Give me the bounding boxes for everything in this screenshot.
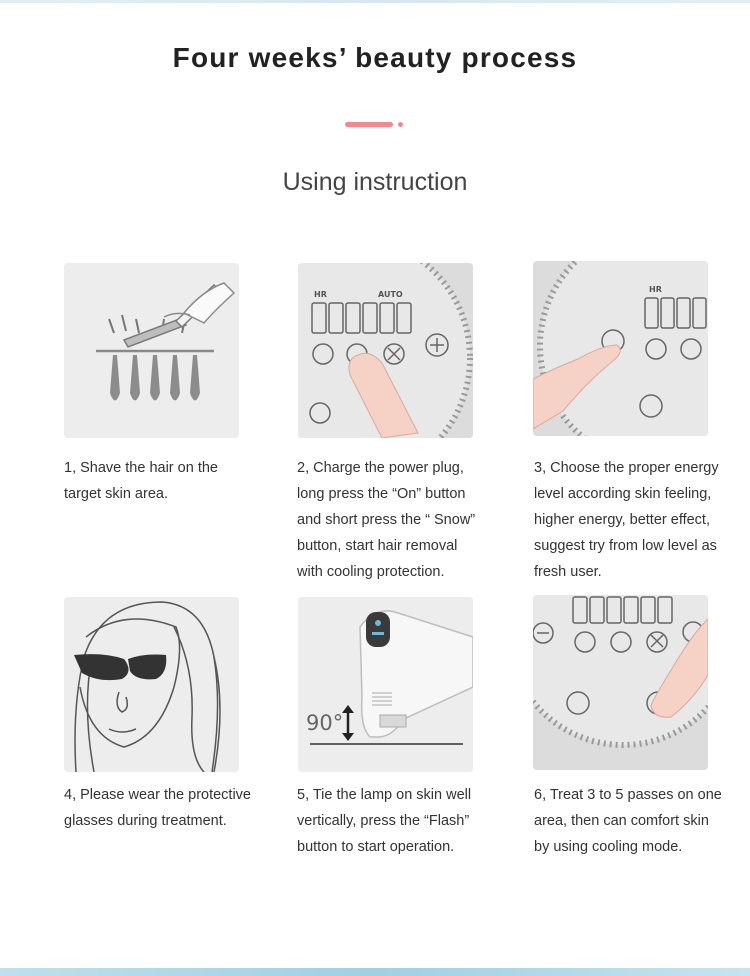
step-5-caption: 5, Tie the lamp on skin well vertically, press the “Flash” button to start operation.: [297, 787, 472, 855]
angle-label: 90°: [306, 711, 344, 735]
hr-label: HR: [314, 290, 327, 299]
device-vertical-angle-illustration: [298, 597, 473, 772]
device-panel-cooling-illustration: [533, 595, 708, 770]
step-3-caption: 3, Choose the proper energy level according skin feeling, higher energy, better effect, suggest try from low level as fresh user.: [534, 460, 719, 580]
device-panel-energy-level-illustration: [533, 261, 708, 436]
section-subtitle: Using instruction: [282, 168, 468, 196]
step-2-image: [298, 263, 473, 438]
step-2-caption: 2, Charge the power plug, long press the “On” button and short press the “ Snow” button, start hair removal with cooling protection.: [297, 460, 476, 580]
step-1-image: [64, 263, 239, 438]
step-4-caption: 4, Please wear the protective glasses during treatment.: [64, 787, 251, 829]
page-title: Four weeks’ beauty process: [172, 42, 578, 73]
auto-label: AUTO: [378, 290, 403, 299]
razor-shaving-illustration: [64, 263, 239, 438]
step-3-image: [533, 261, 708, 436]
woman-wearing-glasses-illustration: [64, 597, 239, 772]
divider-bar: [345, 122, 393, 127]
step-5-image: [298, 597, 473, 772]
step-6-caption: 6, Treat 3 to 5 passes on one area, then can comfort skin by using cooling mode.: [534, 787, 722, 855]
title-divider: [0, 122, 750, 128]
divider-dot: [398, 122, 403, 127]
hr-label-2: HR: [649, 285, 662, 294]
bottom-decor-strip: [0, 968, 750, 976]
step-1-caption: 1, Shave the hair on the target skin area.: [64, 460, 218, 502]
step-6-image: [533, 595, 708, 770]
device-panel-press-snow-illustration: [298, 263, 473, 438]
step-4-image: [64, 597, 239, 772]
top-decor-strip: [0, 0, 750, 3]
